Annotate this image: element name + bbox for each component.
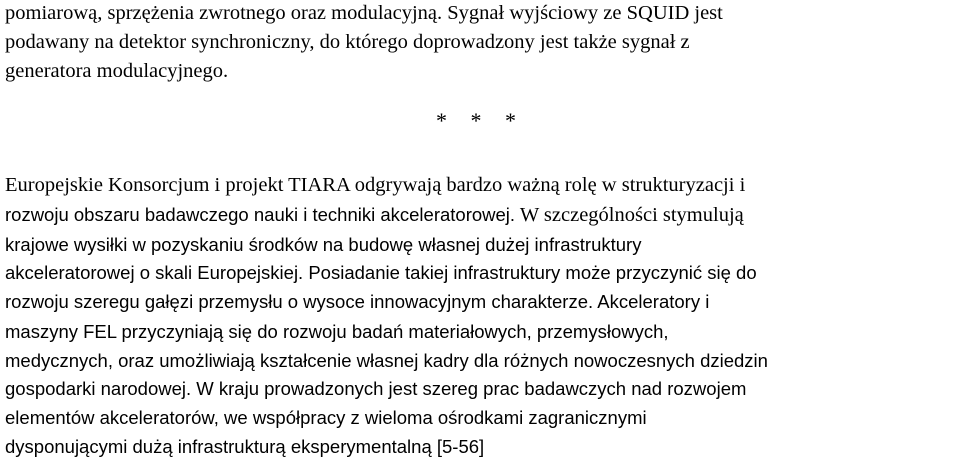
paragraph-2-line-2-start: rozwoju obszaru badawczego nauki i techniki akceleratorowej. — [5, 204, 516, 225]
paragraph-1-line-1: pomiarową, sprzężenia zwrotnego oraz modulacyjną. Sygnał wyjściowy ze SQUID jest — [5, 2, 723, 24]
paragraph-2-line-3: krajowe wysiłki w pozyskaniu środków na budowę własnej dużej infrastruktury — [5, 234, 642, 255]
paragraph-2-line-2 — [5, 202, 744, 228]
paragraph-2-line-4: akceleratorowej o skali Europejskiej. Posiadanie takiej infrastruktury może przyczynić się do — [5, 262, 757, 283]
paragraph-1-line-3: generatora modulacyjnego. — [5, 60, 229, 82]
paragraph-2-line-6: maszyny FEL przyczyniają się do rozwoju badań materiałowych, przemysłowych, — [5, 321, 669, 342]
paragraph-2-line-2-end: W szczególności stymulują — [515, 204, 744, 226]
paragraph-2-line-8: gospodarki narodowej. W kraju prowadzonych jest szereg prac badawczych nad rozwojem — [5, 378, 747, 399]
paragraph-2-line-10: dysponującymi dużą infrastrukturą eksperymentalną [5-56] — [5, 436, 485, 457]
paragraph-2-line-9: elementów akceleratorów, we współpracy z wieloma ośrodkami zagranicznymi — [5, 407, 647, 428]
section-separator: * * * — [436, 108, 516, 133]
paragraph-2-line-1: Europejskie Konsorcjum i projekt TIARA odgrywają bardzo ważną rolę w strukturyzacji i — [5, 174, 746, 196]
paragraph-1-line-2: podawany na detektor synchroniczny, do którego doprowadzony jest także sygnał z — [5, 31, 690, 53]
paragraph-2-line-7: medycznych, oraz umożliwiają kształcenie własnej kadry dla różnych nowoczesnych dziedzin — [5, 350, 768, 371]
paragraph-2-line-5: rozwoju szeregu gałęzi przemysłu o wysoce innowacyjnym charakterze. Akceleratory i — [5, 291, 710, 312]
